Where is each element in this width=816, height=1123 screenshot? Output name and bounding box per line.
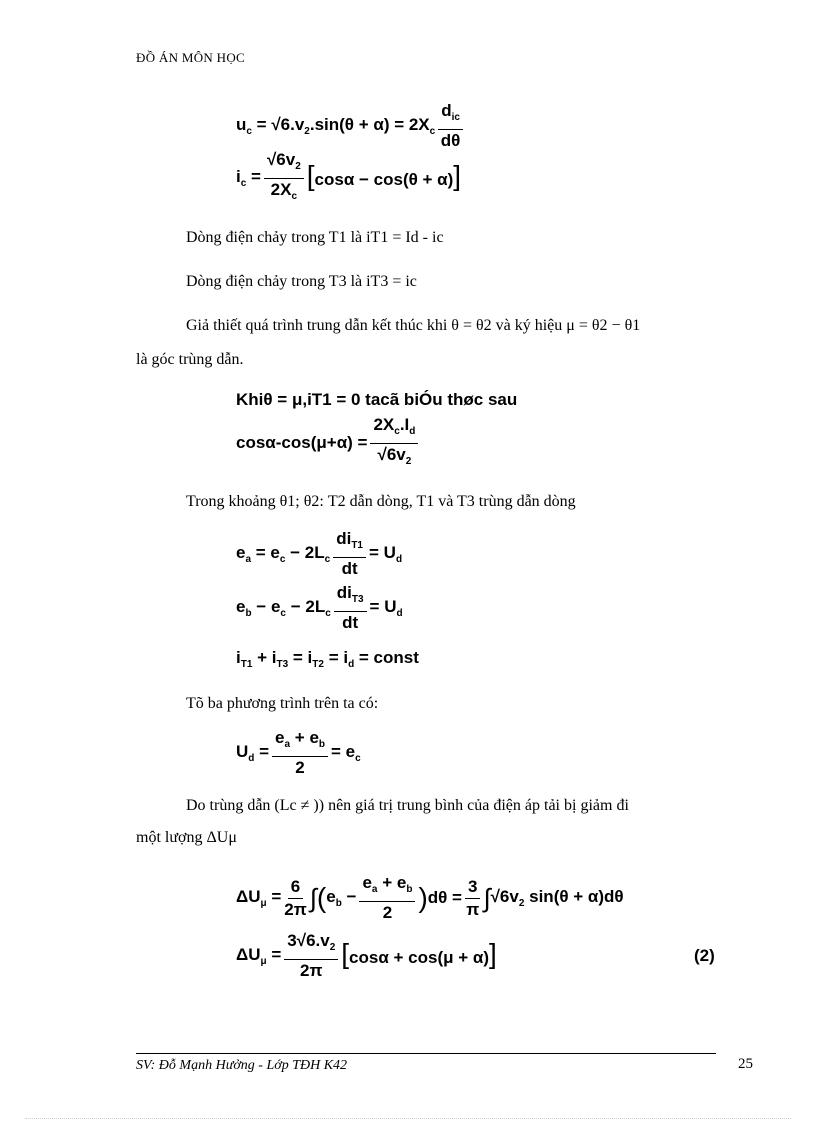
equation-uc: $u_c = √6.v_2.\sin(\theta + \alpha) = 2X_c$ $\frac{d_{ic}}{d\theta}$ [236, 104, 466, 148]
paragraph-t3-current: Dòng điện chảy trong T3 là iT3 = ic [186, 273, 417, 290]
equation-current-sum: $i_{T1} + i_{T3} = i_{T2} = i_d$ = const [236, 648, 419, 670]
page-header: ĐỒ ÁN MÔN HỌC [136, 50, 245, 65]
equation-cos-overlap: cosα-cos(μ+α) = $\frac{2X_c.I_d}{√6v_2}$ [236, 418, 421, 468]
equation-delta-u-result: $\Delta U_\mu$ = $\frac{3√6.v_2}{2\pi}$ [cosα + cos(μ + α)] [236, 931, 497, 980]
equation-delta-u-integral: $\Delta U_\mu$ = $\frac{6}{2\pi}$ ∫ ( $e_b$ − $\frac{e_a + e_b}{2}$ ) dθ = $\frac{3}{\pi}$ ∫ $√6v_2$ sin(θ + α)dθ [236, 873, 624, 922]
equation-khi: Khiθ = μ,iT1 = 0 tacã biÓu thøc sau [236, 390, 518, 409]
paragraph-t1-current: Dòng điện chảy trong T1 là iT1 = Id - ic [186, 229, 444, 246]
page-bottom-dotted-line [25, 1118, 791, 1119]
paragraph-amount: một lượng ΔUμ [136, 829, 237, 846]
paragraph-overlap-angle: là góc trùng dẫn. [136, 351, 244, 368]
equation-ea: $e_a = e_c - 2L_c$ $\frac{di_{T1}}{dt}$ = $U_d$ [236, 529, 403, 578]
footer-divider [136, 1053, 716, 1054]
equation-ic: $i_c$ = $\frac{√6v_2}{2X_c}$ [cosα − cos(θ + α)] [236, 149, 462, 202]
paragraph-from-three: Tõ ba phương trình trên ta có: [186, 695, 379, 712]
paragraph-overlap-reduction: Do trùng dẫn (Lc ≠ )) nên giá trị trung bình của điện áp tải bị giảm đi [186, 797, 629, 814]
equation-ud: $U_d$ = $\frac{e_a + e_b}{2}$ = $e_c$ [236, 728, 361, 777]
footer-author: SV: Đỗ Mạnh Hưởng - Lớp TĐH K42 [136, 1058, 348, 1073]
paragraph-assumption: Giả thiết quá trình trung dẫn kết thúc khi θ = θ2 và ký hiệu μ = θ2 − θ1 [186, 317, 641, 334]
paragraph-interval: Trong khoảng θ1; θ2: T2 dẫn dòng, T1 và T3 trùng dẫn dòng [186, 493, 576, 510]
page-number: 25 [738, 1056, 753, 1072]
equation-label: (2) [694, 946, 715, 965]
equation-eb: $e_b - e_c - 2L_c$ $\frac{di_{T3}}{dt}$ = $U_d$ [236, 583, 403, 632]
